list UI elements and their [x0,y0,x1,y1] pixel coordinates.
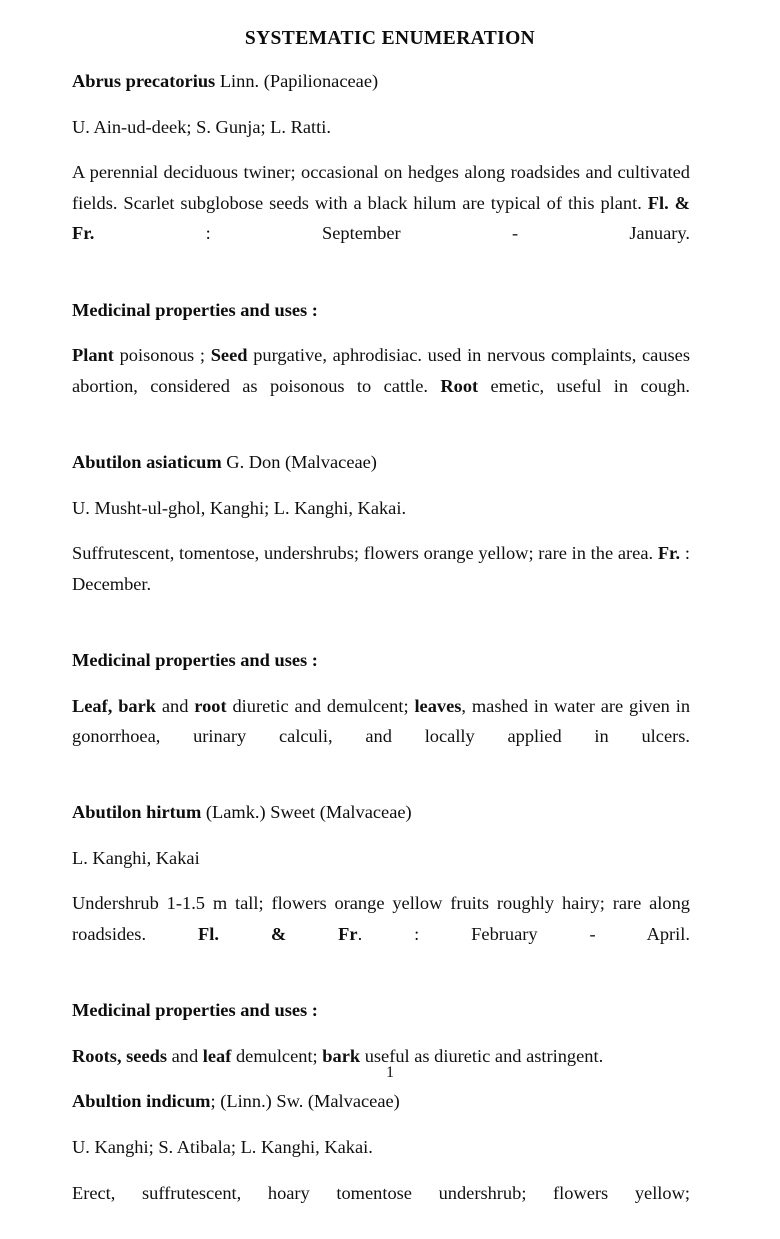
uses-body: poisonous ; [113,345,211,366]
uses-body: and [156,695,195,716]
vernacular-names-abultion-indicum: U. Kanghi; S. Atibala; L. Kanghi, Kakai. [72,1137,373,1158]
species-authority: (Lamk.) Sweet (Malvaceae) [201,802,412,823]
species-name: Abultion indicum [72,1091,211,1112]
uses-term: Plant [72,345,114,366]
description-abutilon-hirtum [72,888,690,980]
species-authority: Linn. (Papilionaceae) [215,71,379,91]
uses-term: Leaf, bark [72,695,157,716]
description-text: Suffrutescent, tomentose, undershrubs; flowers orange yellow; rare in the area. [72,543,658,564]
description-text: A perennial deciduous twiner; occasional on hedges along roadsides and cultivated fields. Scarlet subglobose seeds with a black hilum are typical of this plant. [72,162,690,213]
phenology-value: . : February - April. [357,924,691,945]
uses-heading-abrus-precatorius: Medicinal properties and uses : [72,299,318,320]
uses-term: leaves [414,695,462,716]
uses-term: Seed [210,345,248,366]
vernacular-names-abutilon-asiaticum: U. Musht-ul-ghol, Kanghi; L. Kanghi, Kakai. [72,497,407,518]
uses-body: diuretic and demulcent; [226,695,415,716]
uses-term: Root [440,375,479,396]
uses-body: , mashed in water are given in gonorrhoea, urinary calculi, and locally applied in ulcers. [72,695,691,747]
uses-term: leaf [202,1045,232,1066]
uses-body: useful as diuretic and astringent. [360,1045,604,1066]
uses-body: purgative, aphrodisiac. used in nervous complaints, causes abortion, considered as poisonous to cattle. [72,345,690,396]
species-name: Abrus precatorius [72,71,216,91]
phenology-value: : September - January. [94,223,690,244]
description-abultion-indicum: Erect, suffrutescent, hoary tomentose undershrub; flowers yellow; [72,1182,690,1203]
uses-text-abrus-precatorius [72,340,690,432]
vernacular-names-abutilon-hirtum: L. Kanghi, Kakai [72,847,200,868]
species-heading-abutilon-hirtum [72,797,690,828]
species-name: Abutilon hirtum [72,802,202,823]
vernacular-names-abrus-precatorius: U. Ain-ud-deek; S. Gunja; L. Ratti. [72,116,331,137]
species-heading-abrus-precatorius [72,66,690,97]
uses-heading-abutilon-hirtum: Medicinal properties and uses : [72,1000,318,1021]
phenology-label: Fl. & Fr. [72,192,691,244]
page-number: 1 [386,1064,394,1081]
species-name: Abutilon asiaticum [72,451,222,472]
species-heading-abutilon-asiaticum [72,447,690,478]
uses-term: Roots, seeds [72,1045,168,1066]
description-text: Undershrub 1-1.5 m tall; flowers orange yellow fruits roughly hairy; rare along roadsides. [72,893,690,945]
phenology-label: Fl. & Fr [198,924,358,945]
uses-body: demulcent; [231,1045,323,1066]
phenology-label: Fr. [657,543,681,564]
species-authority: ; (Linn.) Sw. (Malvaceae) [210,1091,400,1112]
uses-body: emetic, useful in cough. [478,375,691,396]
uses-heading-abutilon-asiaticum: Medicinal properties and uses : [72,649,318,670]
page-title: SYSTEMATIC ENUMERATION [244,28,536,49]
uses-term: root [194,695,227,716]
uses-text-abutilon-asiaticum [72,691,690,783]
uses-body: and [167,1045,203,1066]
species-heading-abultion-indicum [72,1086,690,1117]
species-authority: G. Don (Malvaceae) [221,451,377,472]
description-abutilon-asiaticum [72,538,690,630]
phenology-value: : December. [72,543,690,594]
description-abrus-precatorius [72,157,690,279]
document-body [72,66,690,1239]
uses-term: bark [322,1045,361,1066]
